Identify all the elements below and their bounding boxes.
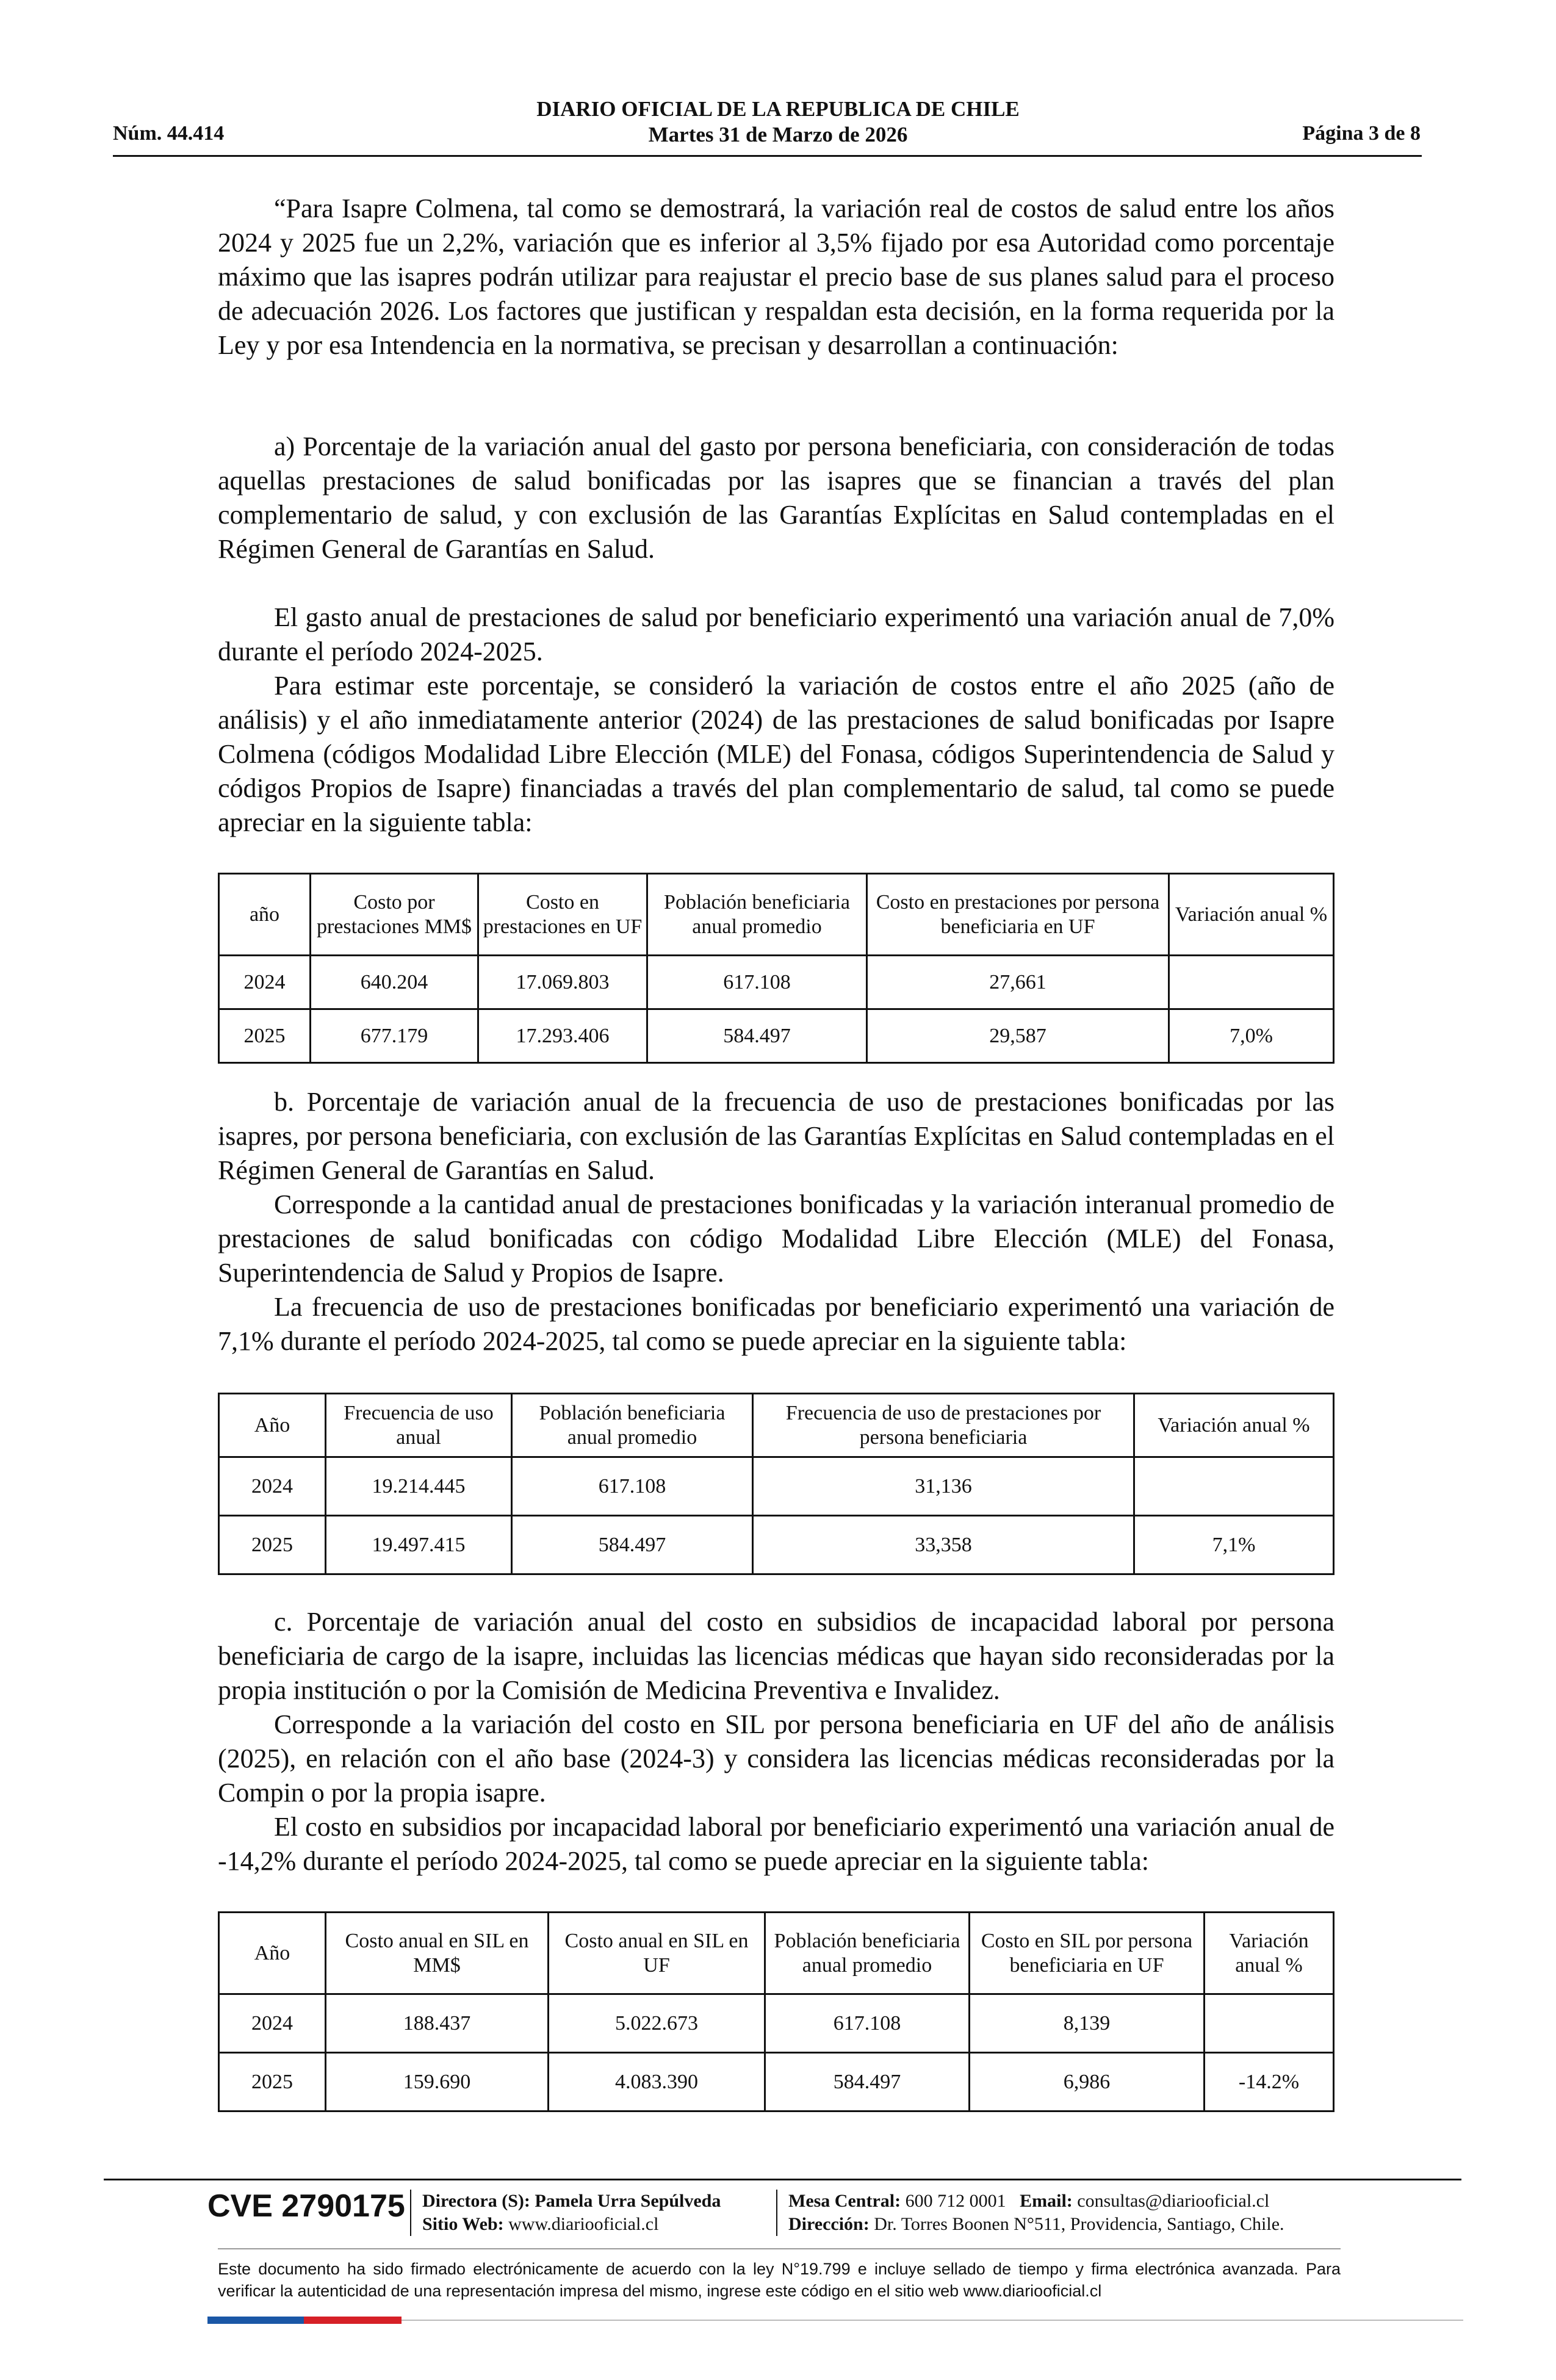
header-divider	[113, 155, 1422, 157]
table-cell: 4.083.390	[549, 2053, 765, 2111]
table-cell: 584.497	[765, 2053, 970, 2111]
table-row	[219, 1009, 1334, 1063]
paragraph-c-heading: c. Porcentaje de variación anual del costo en subsidios de incapacidad laboral por persona beneficiaria de cargo de la isapre, incluidas las licencias médicas que hayan sido reconsideradas por la propia institución o por la Comisión de Medicina Preventiva e Invalidez.	[218, 1607, 1334, 1705]
table-cell: 2024	[219, 1457, 326, 1516]
table-cell: 584.497	[647, 1009, 867, 1063]
footer-thin-divider	[218, 2248, 1341, 2249]
table-header-cell: Costo en SIL por persona beneficiaria en UF	[970, 1913, 1205, 1994]
paragraph-b-heading: b. Porcentaje de variación anual de la frecuencia de uso de prestaciones bonificadas por las isapres, por persona beneficiaria, con exclusión de las Garantías Explícitas en Salud contempladas en el Régimen General de Garantías en Salud.	[218, 1087, 1334, 1185]
table-cell: 2024	[219, 956, 311, 1009]
table-header-cell: Frecuencia de uso de prestaciones por persona beneficiaria	[753, 1394, 1134, 1457]
table-header-cell: Año	[219, 1913, 326, 1994]
table-cell: 188.437	[326, 1994, 549, 2053]
table-cell: 27,661	[867, 956, 1169, 1009]
paragraph-a-result: El gasto anual de prestaciones de salud por beneficiario experimentó una variación anual de 7,0% durante el período 2024-2025.	[218, 602, 1334, 666]
director-name: Pamela Urra Sepúlveda	[535, 2191, 721, 2211]
paragraph-b-detail: Corresponde a la cantidad anual de prestaciones bonificadas y la variación interanual promedio de prestaciones de salud bonificadas con código Modalidad Libre Elección (MLE) del Fonasa, Superintendencia de Salud y Propios de Isapre.	[218, 1189, 1334, 1288]
table-header-cell: Población beneficiaria anual promedio	[512, 1394, 753, 1457]
address-value: Dr. Torres Boonen N°511, Providencia, Santiago, Chile.	[874, 2214, 1284, 2234]
table-header-cell: Costo anual en SIL en MM$	[326, 1913, 549, 1994]
table-cell: 8,139	[970, 1994, 1205, 2053]
table-header-cell: Variación anual %	[1169, 874, 1334, 956]
address-label: Dirección:	[788, 2214, 870, 2234]
footer-contact-block	[788, 2190, 1284, 2236]
table-cell: 2025	[219, 1009, 311, 1063]
table-header-cell: Población beneficiaria anual promedio	[647, 874, 867, 956]
table-row	[219, 2053, 1334, 2111]
issue-number: Núm. 44.414	[113, 122, 225, 145]
table-cell: 31,136	[753, 1457, 1134, 1516]
table-cell: 617.108	[647, 956, 867, 1009]
flag-stripe-red	[304, 2317, 402, 2324]
table-cell: 677.179	[311, 1009, 478, 1063]
table-header-row	[219, 1394, 1334, 1457]
table-cell: 7,0%	[1169, 1009, 1334, 1063]
table-cell: 19.497.415	[326, 1516, 512, 1574]
email-link[interactable]: consultas@diariooficial.cl	[1077, 2191, 1270, 2211]
phone-value: 600 712 0001	[905, 2191, 1006, 2211]
paragraph-b-result: La frecuencia de uso de prestaciones bonificadas por beneficiario experimentó una variación de 7,1% durante el período 2024-2025, tal como se puede apreciar en la siguiente tabla:	[218, 1292, 1334, 1356]
paragraph-c-result: El costo en subsidios por incapacidad laboral por beneficiario experimentó una variación anual de -14,2% durante el período 2024-2025, tal como se puede apreciar en la siguiente tabla:	[218, 1812, 1334, 1876]
table-cell: 29,587	[867, 1009, 1169, 1063]
paragraph-intro: “Para Isapre Colmena, tal como se demostrará, la variación real de costos de salud entre los años 2024 y 2025 fue un 2,2%, variación que es inferior al 3,5% fijado por esa Autoridad como porcentaje máximo que las isapres podrán utilizar para reajustar el precio base de sus planes salud para el proceso de adecuación 2026. Los factores que justifican y respaldan esta decisión, en la forma requerida por la Ley y por esa Intendencia en la normativa, se precisan y desarrollan a continuación:	[218, 193, 1334, 360]
table-row	[219, 1457, 1334, 1516]
table-cell	[1205, 1994, 1334, 2053]
table-usage-frequency	[218, 1393, 1334, 1575]
table-header-cell: Costo por prestaciones MM$	[311, 874, 478, 956]
signature-disclaimer: Este documento ha sido firmado electrónicamente de acuerdo con la ley N°19.799 e incluye sellado de tiempo y firma electrónica avanzada. Para verificar la autenticidad de una representación impresa del mismo, ingrese este código en el sitio web www.diariooficial.cl	[218, 2260, 1341, 2300]
table-cell: 33,358	[753, 1516, 1134, 1574]
page-number: Página 3 de 8	[1302, 122, 1421, 145]
footer-bottom-line	[402, 2320, 1463, 2321]
footer-separator	[776, 2190, 777, 2236]
table-cell: 19.214.445	[326, 1457, 512, 1516]
table-cell: 2025	[219, 1516, 326, 1574]
footer-director-block	[422, 2190, 721, 2236]
director-label: Directora (S):	[422, 2191, 530, 2211]
cve-code: CVE 2790175	[207, 2188, 405, 2224]
table-header-cell: Población beneficiaria anual promedio	[765, 1913, 970, 1994]
table-cell: -14.2%	[1205, 2053, 1334, 2111]
paragraph-a-method: Para estimar este porcentaje, se consideró la variación de costos entre el año 2025 (año de análisis) y el año inmediatamente anterior (2024) de las prestaciones de salud bonificadas por Isapre Colmena (códigos Modalidad Libre Elección (MLE) del Fonasa, códigos Superintendencia de Salud y códigos Propios de Isapre) financiadas a través del plan complementario de salud, tal como se puede apreciar en la siguiente tabla:	[218, 671, 1334, 837]
table-header-cell: año	[219, 874, 311, 956]
footer-divider	[104, 2179, 1461, 2180]
flag-stripe-blue	[207, 2317, 304, 2324]
table-cell: 617.108	[765, 1994, 970, 2053]
table-cell: 7,1%	[1134, 1516, 1334, 1574]
table-header-cell: Año	[219, 1394, 326, 1457]
table-cell: 159.690	[326, 2053, 549, 2111]
site-label: Sitio Web:	[422, 2214, 504, 2234]
table-cost-per-beneficiary	[218, 873, 1334, 1064]
table-cell: 2025	[219, 2053, 326, 2111]
phone-label: Mesa Central:	[788, 2191, 901, 2211]
table-cell: 17.293.406	[478, 1009, 647, 1063]
table-cell: 584.497	[512, 1516, 753, 1574]
table-cell: 640.204	[311, 956, 478, 1009]
table-cell	[1169, 956, 1334, 1009]
site-link[interactable]: www.diariooficial.cl	[508, 2214, 659, 2234]
table-cell: 17.069.803	[478, 956, 647, 1009]
table-cell: 6,986	[970, 2053, 1205, 2111]
table-cell: 2024	[219, 1994, 326, 2053]
table-row	[219, 1994, 1334, 2053]
table-row	[219, 1516, 1334, 1574]
table-header-row	[219, 874, 1334, 956]
table-header-cell: Frecuencia de uso anual	[326, 1394, 512, 1457]
table-cell: 617.108	[512, 1457, 753, 1516]
table-header-cell: Variación anual %	[1205, 1913, 1334, 1994]
footer-separator	[410, 2190, 411, 2236]
table-row	[219, 956, 1334, 1009]
email-label: Email:	[1020, 2191, 1073, 2211]
paragraph-c-detail: Corresponde a la variación del costo en SIL por persona beneficiaria en UF del año de análisis (2025), en relación con el año base (2024-3) y considera las licencias médicas reconsideradas por la Compin o por la propia isapre.	[218, 1709, 1334, 1808]
table-header-cell: Variación anual %	[1134, 1394, 1334, 1457]
table-cell	[1134, 1457, 1334, 1516]
table-sil-cost	[218, 1911, 1334, 2112]
table-header-cell: Costo anual en SIL en UF	[549, 1913, 765, 1994]
paragraph-a-heading: a) Porcentaje de la variación anual del gasto por persona beneficiaria, con consideración de todas aquellas prestaciones de salud bonificadas por las isapres que se financian a través del plan complementario de salud, y con exclusión de las Garantías Explícitas en Salud contempladas en el Régimen General de Garantías en Salud.	[218, 431, 1334, 564]
table-cell: 5.022.673	[549, 1994, 765, 2053]
publication-date: Martes 31 de Marzo de 2026	[648, 123, 908, 146]
publication-title: DIARIO OFICIAL DE LA REPUBLICA DE CHILE	[536, 97, 1020, 121]
table-header-cell: Costo en prestaciones por persona beneficiaria en UF	[867, 874, 1169, 956]
table-header-cell: Costo en prestaciones en UF	[478, 874, 647, 956]
table-header-row	[219, 1913, 1334, 1994]
